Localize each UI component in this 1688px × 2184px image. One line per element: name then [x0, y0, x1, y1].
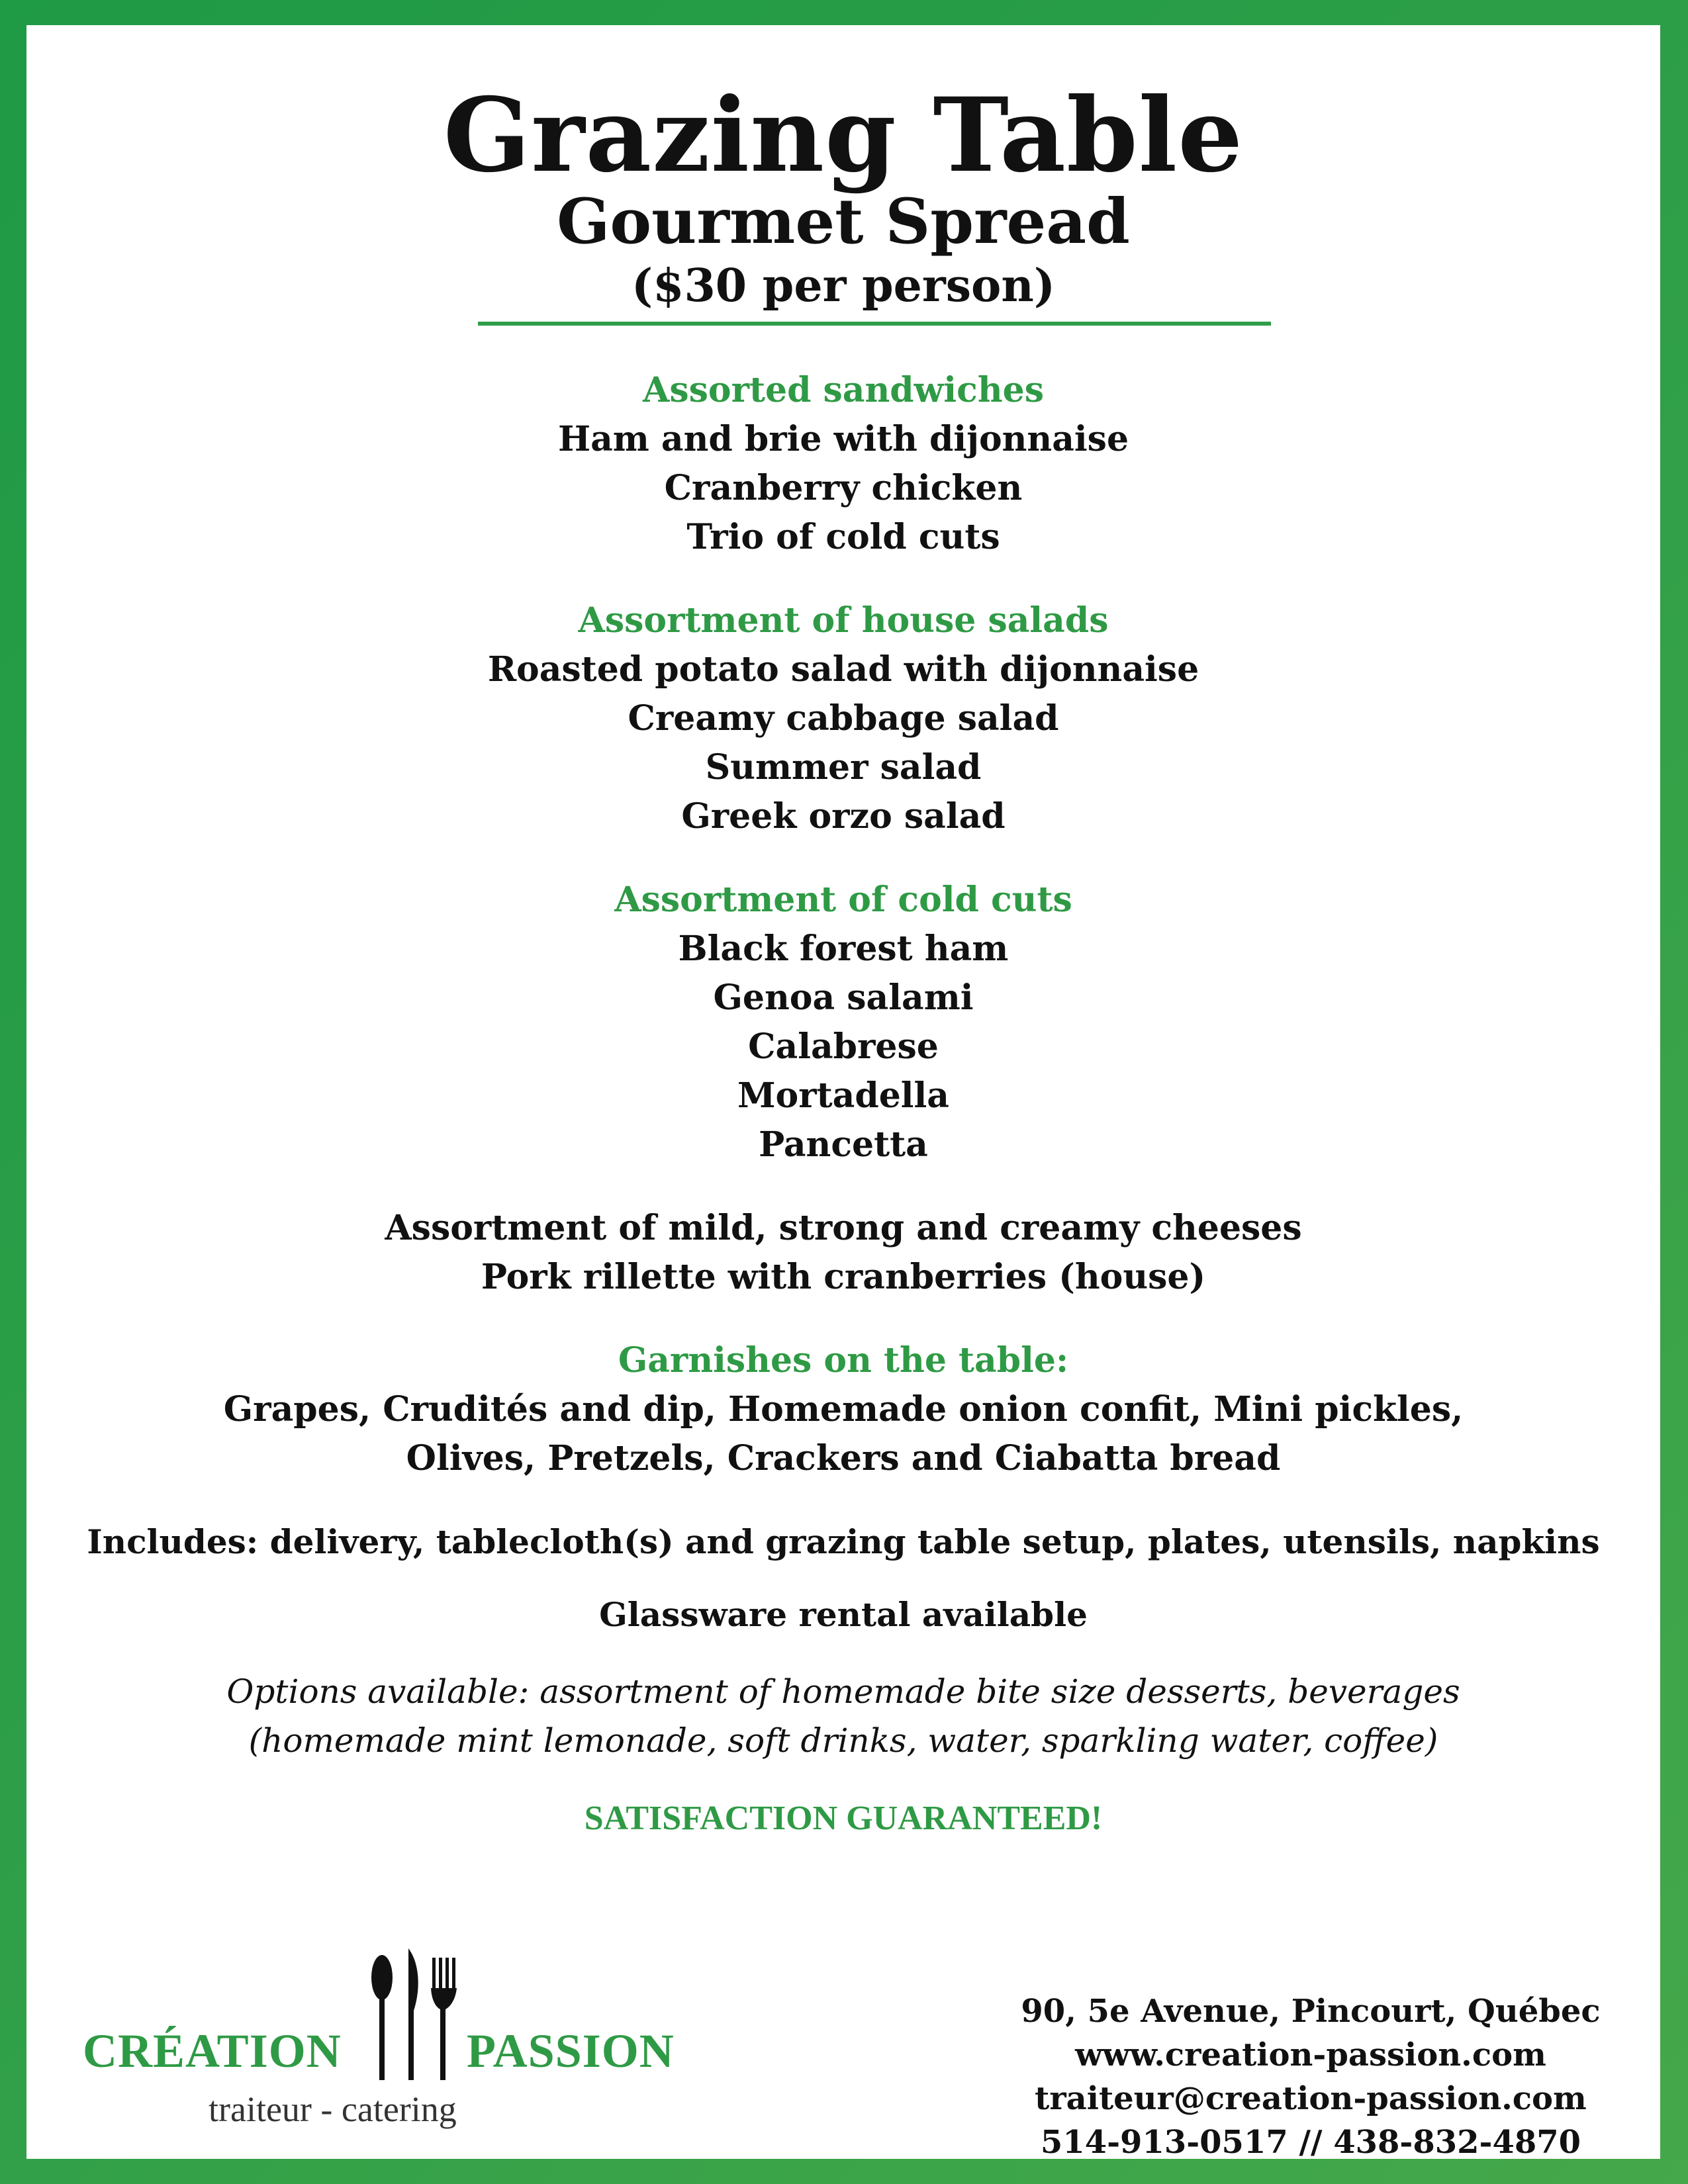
menu-item: Black forest ham [678, 929, 1009, 969]
section-title: Assorted sandwiches [642, 370, 1045, 410]
website-link[interactable]: www.creation-passion.com [1075, 2036, 1546, 2073]
page-subtitle: Gourmet Spread [557, 185, 1130, 258]
menu-body [26, 366, 1660, 1843]
price: ($30 per person) [632, 259, 1055, 312]
section-sandwiches [26, 366, 1660, 562]
section-garnishes [26, 1336, 1660, 1483]
menu-item: Calabrese [748, 1026, 939, 1067]
menu-item: Roasted potato salad with dijonnaise [487, 649, 1199, 690]
menu-item: Olives, Pretzels, Crackers and Ciabatta bread [406, 1438, 1281, 1479]
menu-item: Ham and brie with dijonnaise [557, 419, 1129, 459]
title-divider [478, 322, 1271, 326]
menu-item: Creamy cabbage salad [628, 698, 1059, 739]
menu-item: Cranberry chicken [664, 468, 1023, 508]
section-cold-cuts [26, 876, 1660, 1169]
options-note: Options available: assortment of homemade bite size desserts, beverages (homemade mint lemonade, soft drinks, water, sparkling water, coffee) [226, 1672, 1460, 1760]
menu-item: Mortadella [737, 1075, 949, 1116]
section-cheeses [26, 1204, 1660, 1302]
menu-item: Trio of cold cuts [686, 517, 1000, 557]
menu-item: Greek orzo salad [681, 796, 1006, 837]
glassware-note: Glassware rental available [599, 1595, 1088, 1634]
menu-item: Grapes, Crudités and dip, Homemade onion confit, Mini pickles, [223, 1389, 1464, 1430]
includes-note: Includes: delivery, tablecloth(s) and grazing table setup, plates, utensils, napkins [87, 1522, 1600, 1561]
logo-tagline: traiteur - catering [209, 2089, 457, 2129]
section-title: Assortment of cold cuts [614, 880, 1072, 920]
logo-word-left: CRÉATION [83, 2025, 342, 2077]
email-link[interactable]: traiteur@creation-passion.com [1035, 2080, 1587, 2117]
section-salads [26, 596, 1660, 841]
company-logo [83, 1944, 712, 2130]
guarantee-text: SATISFACTION GUARANTEED! [584, 1799, 1103, 1837]
address: 90, 5e Avenue, Pincourt, Québec [1021, 1993, 1601, 2030]
menu-item: Assortment of mild, strong and creamy cheeses [385, 1208, 1302, 1248]
phone-numbers[interactable]: 514-913-0517 // 438-832-4870 [1040, 2124, 1581, 2161]
menu-item: Summer salad [705, 747, 982, 788]
menu-item: Pancetta [759, 1124, 928, 1165]
page-title: Grazing Table [443, 75, 1244, 195]
menu-item: Genoa salami [713, 978, 974, 1018]
menu-item: Pork rillette with cranberries (house) [481, 1257, 1206, 1297]
section-title: Garnishes on the table: [618, 1340, 1069, 1381]
menu-page [26, 25, 1660, 2159]
logo-word-right: PASSION [467, 2025, 675, 2077]
section-title: Assortment of house salads [578, 600, 1109, 641]
contact-block [1013, 1989, 1609, 2164]
cutlery-icon [367, 1944, 460, 2083]
